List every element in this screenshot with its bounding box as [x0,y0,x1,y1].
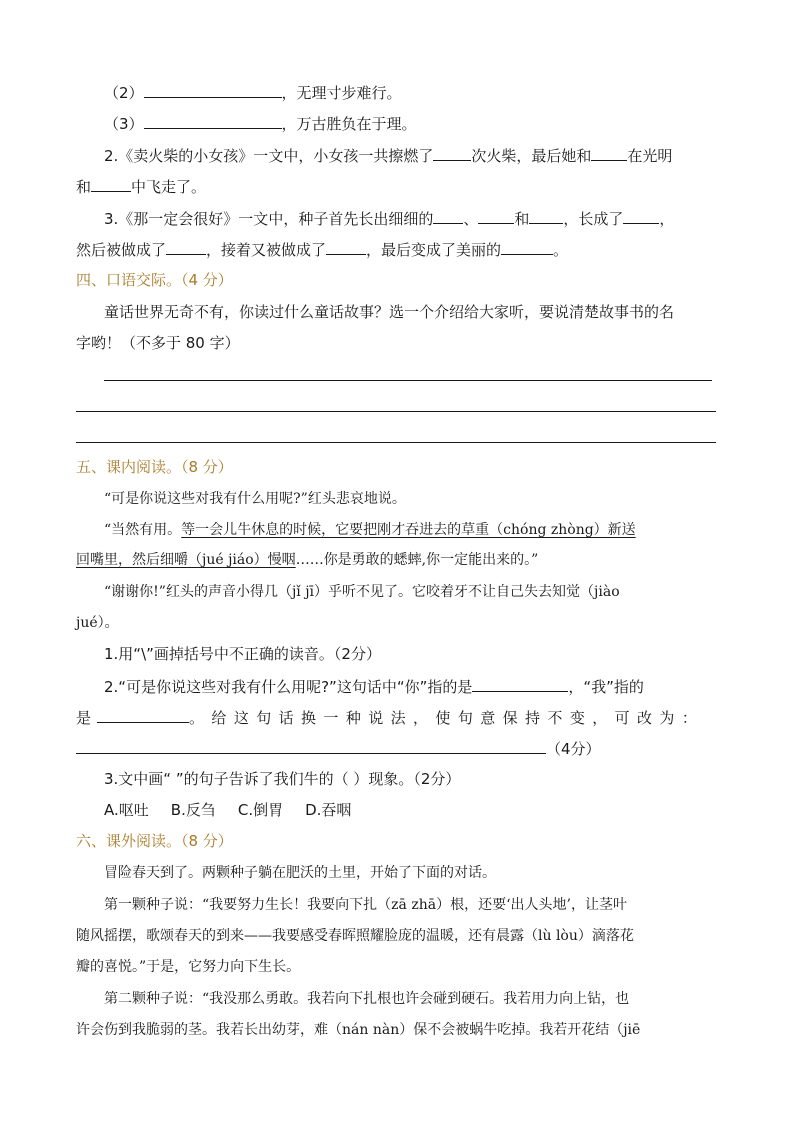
answer-blank[interactable] [433,208,463,224]
passage-paragraph-1: “可是你说这些对我有什么用呢?”红头悲哀地说。 [104,491,406,507]
reading-question-2-line-3: （4分） [76,738,716,759]
answer-blank[interactable] [326,239,366,255]
underlined-sentence: 等一会儿牛休息的时候，它要把刚才吞进去的草重（chóng zhòng）新送 [181,522,636,538]
fill-item-2: （2） ，无理寸步难行。 [104,84,402,102]
reading-question-2-line-1: 2.“可是你说这些对我有什么用呢?”这句话中“你”指的是 ，“我”指的 [104,678,644,696]
answer-blank[interactable] [529,208,563,224]
oral-prompt-line-2: 字哟！（不多于 80 字） [76,334,240,352]
answer-blank[interactable] [97,707,189,723]
question-3-line-2: 然后被做成了 ，接着又被做成了 ，最后变成了美丽的 。 [76,241,569,259]
answer-blank[interactable] [478,208,514,224]
reading-question-3-options [104,800,744,820]
answer-blank[interactable] [472,676,568,692]
story-paragraph-3-line-2: 许会伤到我脆弱的茎。我若长出幼芽，难（nán nàn）保不会被蜗牛吃掉。我若开花结（jiē [76,1022,641,1038]
answer-blank[interactable] [144,82,282,98]
answer-blank[interactable] [501,239,553,255]
writing-line[interactable] [104,380,712,381]
story-paragraph-1: 冒险春天到了。两颗种子躺在肥沃的土里，开始了下面的对话。 [104,865,496,881]
answer-blank[interactable] [91,176,131,192]
section-title-extra-reading: 六、课外阅读。（8 分） [76,832,233,850]
option-d[interactable]: D.吞咽 [305,801,352,819]
story-paragraph-3-line-1: 第二颗种子说：“我没那么勇敢。我若向下扎根也许会碰到硬石。我若用力向上钻，也 [104,991,630,1007]
section-title-oral: 四、口语交际。（4 分） [76,271,233,289]
reading-question-1: 1.用“\”画掉括号中不正确的读音。（2分） [104,645,381,663]
oral-prompt-line-1: 童话世界无奇不有，你读过什么童话故事？选一个介绍给大家听，要说清楚故事书的名 [104,303,675,321]
question-3-line-1: 3.《那一定会很好》一文中，种子首先长出细细的 、 和 ，长成了 ， [104,210,675,228]
answer-blank[interactable] [144,113,282,129]
reading-question-2-line-2: 是 。给这句话换一种说法，使句意保持不变，可改为： [76,709,705,727]
passage-paragraph-2-line-2: 回嘴里，然后细嚼（jué jiáo）慢咽……你是勇敢的蟋蟀,你一定能出来的。” [76,552,539,568]
writing-line[interactable] [76,411,716,412]
answer-blank[interactable] [591,145,627,161]
passage-paragraph-3-line-1: “谢谢你!”红头的声音小得几（jǐ jī）乎听不见了。它咬着牙不让自己失去知觉（jiào [104,584,620,600]
story-paragraph-2-line-3: 瓣的喜悦。”于是，它努力向下生长。 [76,959,301,975]
answer-blank[interactable] [166,239,206,255]
writing-line[interactable] [76,442,716,443]
option-a[interactable]: A.呕吐 [104,801,149,819]
fill-item-3: （3） ，万古胜负在于理。 [104,115,417,133]
underlined-sentence: 回嘴里，然后细嚼（jué jiáo）慢咽 [76,552,296,568]
section-title-in-class-reading: 五、课内阅读。（8 分） [76,458,233,476]
answer-blank[interactable] [76,738,546,754]
story-paragraph-2-line-2: 随风摇摆，歌颂春天的到来——我要感受春晖照耀脸庞的温暖，还有晨露（lù lòu）滴落花 [76,928,634,944]
question-2-line-2: 和 中飞走了。 [76,178,207,196]
answer-blank[interactable] [623,208,659,224]
option-b[interactable]: B.反刍 [170,801,216,819]
answer-blank[interactable] [433,145,471,161]
reading-question-3: 3.文中画“ ”的句子告诉了我们牛的（ ）现象。（2分） [104,770,461,788]
passage-paragraph-3-line-2: jué）。 [76,615,119,631]
passage-paragraph-2-line-1: “当然有用。等一会儿牛休息的时候，它要把刚才吞进去的草重（chóng zhòng）新送 [104,522,636,538]
story-paragraph-2-line-1: 第一颗种子说：“我要努力生长！我要向下扎（zā zhā）根，还要‘出人头地’，让茎叶 [104,897,627,913]
question-2-line-1: 2.《卖火柴的小女孩》一文中，小女孩一共擦燃了 次火柴，最后她和 在光明 [104,147,673,165]
option-c[interactable]: C.倒胃 [237,801,284,819]
